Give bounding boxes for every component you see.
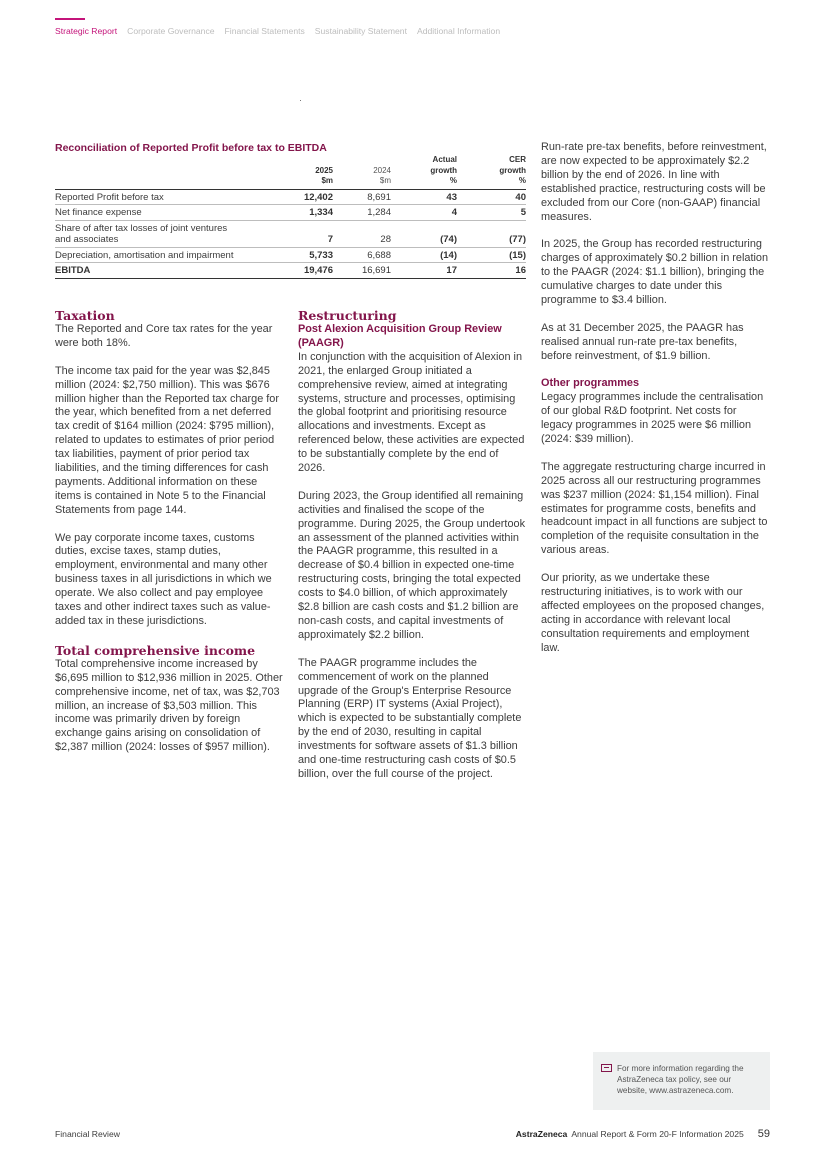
total-cer-growth: 16 <box>457 263 526 279</box>
value-2024: 8,691 <box>333 189 391 205</box>
restructuring-paragraph: In conjunction with the acquisition of Alexion in 2021, the enlarged Group initiated a comprehensive review, aimed at integrating systems, structure and processes, optimising the global footprint and prioritising resource allocations and investments. Except as referenced below, these activities are expected to be substantially complete by the end of 2026. <box>298 350 525 475</box>
table-header-row <box>55 155 526 189</box>
comprehensive-income-paragraph: Total comprehensive income increased by $6,695 million to $12,936 million in 2025. Other comprehensive income, net of tax, was $2,703 million, an increase of $3,503 million. This income was primarily driven by foreign exchange gains arising on consolidation of $2,387 million (2024: losses of $957 million). <box>55 657 283 754</box>
value-2025: 1,334 <box>259 205 333 221</box>
table-row <box>55 205 526 221</box>
restructuring-paragraph: During 2023, the Group identified all remaining activities and finalised the scope of the programme. During 2025, the Group undertook an assessment of the planned activities within the PAAGR programme, this resulted in a decrease of $0.4 billion in expected one-time restructuring costs, bringing the total expected costs to $4.0 billion, of which approximately $2.8 billion are cash costs and $1.2 billion are non-cash costs, and capital investments of approximately $2.2 billion. <box>298 489 526 641</box>
table-row <box>55 247 526 263</box>
value-actual-growth: 43 <box>391 189 457 205</box>
other-programmes-paragraph: Our priority, as we undertake these restructuring initiatives, is to work with our affected employees on the proposed changes, acting in accordance with relevant local consultation requirements and employment law. <box>541 572 765 654</box>
reconciliation-title: Reconciliation of Reported Profit before tax to EBITDA <box>55 142 327 154</box>
footer-right <box>516 1128 770 1140</box>
value-cer-growth: (77) <box>457 220 526 247</box>
nav-tab-sustainability-statement[interactable]: Sustainability Statement <box>314 26 407 36</box>
computer-icon <box>601 1064 612 1072</box>
restructuring-paragraph: Run-rate pre-tax benefits, before reinvestment, are now expected to be approximately $2.2 billion by the end of 2026. In line with established practice, restructuring costs will be excluded from our Core (non-GAAP) financial measures. <box>541 141 767 223</box>
tax-policy-info-box <box>593 1052 770 1110</box>
value-actual-growth: (74) <box>391 220 457 247</box>
header-2025: 2025 $m <box>315 165 333 185</box>
value-2025: 7 <box>259 220 333 247</box>
reconciliation-table-section <box>55 141 526 279</box>
row-label: Reported Profit before tax <box>55 189 259 205</box>
restructuring-paragraph: The PAAGR programme includes the commencement of work on the planned upgrade of the Group's Enterprise Resource Planning (ERP) IT systems (Axial Project), which is expected to be substantially complete by the end of 2030, resulting in capital investments for software assets of $1.3 billion and one-time restructuring cash costs of $0.5 billion, over the full course of the project. <box>298 656 522 780</box>
table-row <box>55 220 526 247</box>
other-programmes-paragraph: Legacy programmes include the centralisation of our global R&D footprint. Net costs for legacy programmes in 2025 were $6 million (2024: $39 million). <box>541 391 764 445</box>
nav-tab-strategic-report[interactable]: Strategic Report <box>55 18 117 36</box>
decorative-dot <box>300 100 301 101</box>
value-2024: 6,688 <box>333 247 391 263</box>
restructuring-paragraph: In 2025, the Group has recorded restructuring charges of approximately $0.2 billion in relation to the PAAGR (2024: $1.1 billion), bringing the cumulative charges to date under this programme to $3.4 billion. <box>541 238 769 306</box>
header-cer-growth: CER growth % <box>499 155 526 185</box>
nav-tab-additional-information[interactable]: Additional Information <box>416 26 501 36</box>
restructuring-paragraph: As at 31 December 2025, the PAAGR has realised annual run-rate pre-tax benefits, before reinvestment, of $1.9 billion. <box>541 321 744 362</box>
value-cer-growth: 5 <box>457 205 526 221</box>
other-programmes-heading: Other programmes <box>541 377 640 390</box>
taxation-paragraph: The Reported and Core tax rates for the year were both 18%. <box>55 323 273 349</box>
value-2024: 1,284 <box>333 205 391 221</box>
table-row <box>55 189 526 205</box>
footer-section-label: Financial Review <box>55 1129 120 1139</box>
table-total-row <box>55 263 526 279</box>
value-2025: 12,402 <box>259 189 333 205</box>
header-label <box>55 155 259 189</box>
taxation-paragraph: The income tax paid for the year was $2,845 million (2024: $2,750 million). This was $676 million higher than the Reported tax charge for the year, which benefited from a net deferred tax credit of $164 million (2024: $795 million), related to updates to estimates of prior period tax liabilities, payment of prior period tax liabilities, and the timing differences for cash payments. Additional information on these items is contained in Note 5 to the Financial Statements from page 144. <box>55 364 279 516</box>
value-actual-growth: (14) <box>391 247 457 263</box>
taxation-heading: Taxation <box>55 308 115 323</box>
page-footer <box>55 1128 770 1140</box>
row-label: Depreciation, amortisation and impairment <box>55 247 259 263</box>
restructuring-continued-column <box>541 141 771 669</box>
top-navigation <box>55 18 500 36</box>
nav-tab-corporate-governance[interactable]: Corporate Governance <box>127 26 215 36</box>
value-2025: 5,733 <box>259 247 333 263</box>
total-label: EBITDA <box>55 263 259 279</box>
row-label: Net finance expense <box>55 205 259 221</box>
row-label: Share of after tax losses of joint ventures and associates <box>55 220 259 247</box>
taxation-paragraph: We pay corporate income taxes, customs duties, excise taxes, stamp duties, employment, environmental and many other business taxes in all jurisdictions in which we operate. We also collect and pay employee taxes and other indirect taxes such as value-added tax in these jurisdictions. <box>55 531 272 627</box>
paagr-subheading: Post Alexion Acquisition Group Review (PAAGR) <box>298 323 502 349</box>
value-cer-growth: (15) <box>457 247 526 263</box>
footer-brand: AstraZeneca <box>515 1129 568 1139</box>
info-box-text: For more information regarding the AstraZeneca tax policy, see our website, www.astrazeneca.com. <box>617 1064 744 1095</box>
total-2024: 16,691 <box>333 263 391 279</box>
nav-tab-financial-statements[interactable]: Financial Statements <box>224 26 305 36</box>
total-2025: 19,476 <box>259 263 333 279</box>
header-2024: 2024 $m <box>373 165 391 185</box>
header-actual-growth: Actual growth % <box>430 155 457 185</box>
value-2024: 28 <box>333 220 391 247</box>
total-actual-growth: 17 <box>391 263 457 279</box>
other-programmes-paragraph: The aggregate restructuring charge incurred in 2025 across all our restructuring programmes was $237 million (2024: $1,154 million). Final estimates for programme costs, benefits and headcount impact in all functions are subject to completion of the requisite consultation in the various areas. <box>541 460 768 557</box>
value-actual-growth: 4 <box>391 205 457 221</box>
restructuring-column <box>298 308 528 796</box>
restructuring-heading: Restructuring <box>298 308 397 323</box>
page-number: 59 <box>757 1128 770 1140</box>
comprehensive-income-heading: Total comprehensive income <box>55 642 256 658</box>
reconciliation-table <box>55 155 526 279</box>
footer-report-title: Annual Report & Form 20-F Information 2025 <box>571 1129 744 1139</box>
taxation-column <box>55 308 285 769</box>
value-cer-growth: 40 <box>457 189 526 205</box>
